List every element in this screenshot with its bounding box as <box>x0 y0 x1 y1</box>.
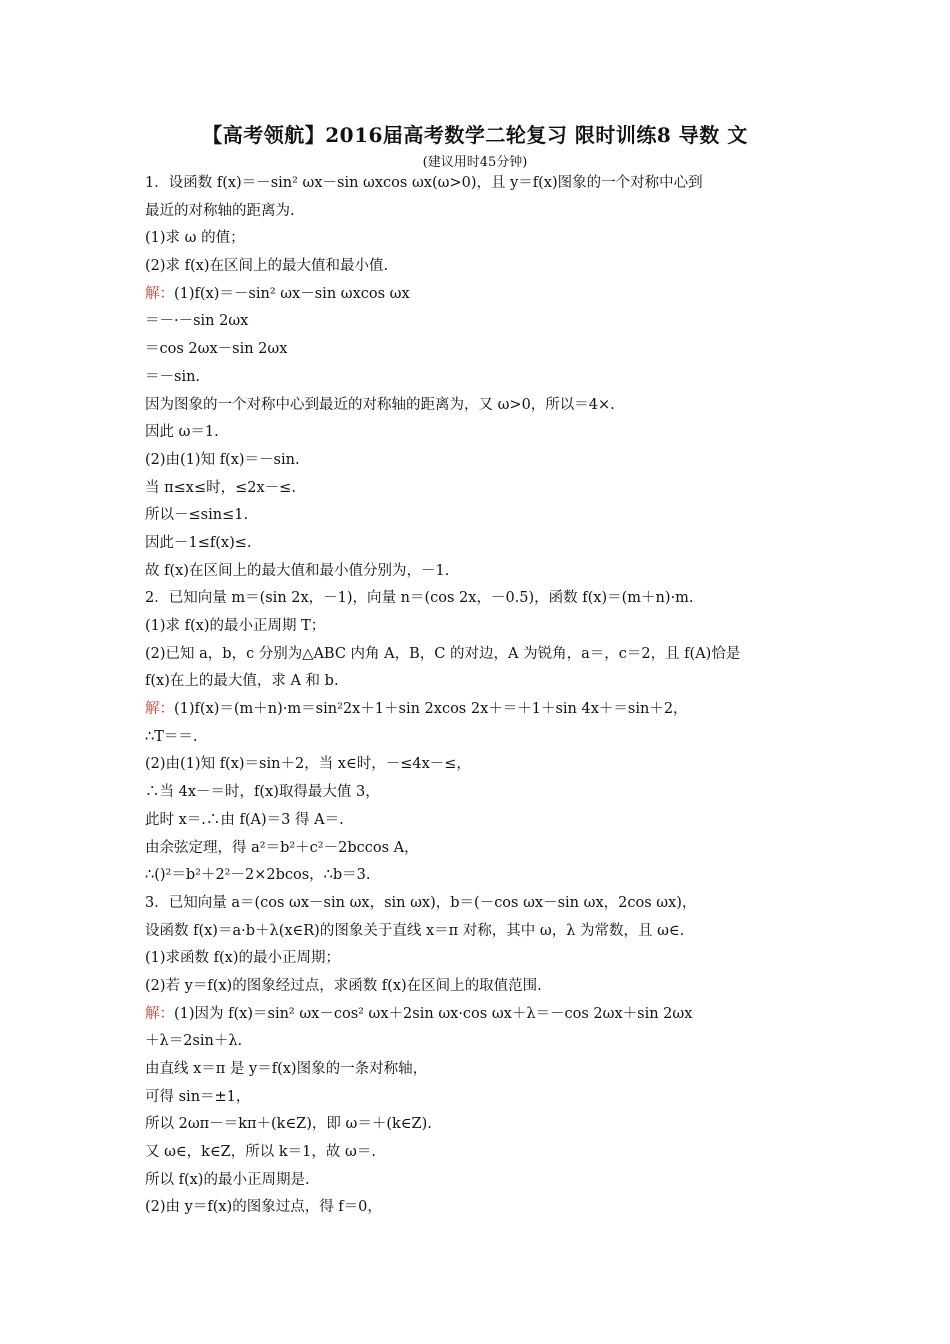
line-text: ＝－sin. <box>145 368 201 385</box>
text-line <box>145 973 825 1001</box>
line-text: 所以 2ωπ－＝kπ＋(k∈Z)，即 ω＝＋(k∈Z). <box>145 1116 432 1133</box>
line-text: 所以 f(x)的最小正周期是. <box>145 1171 310 1188</box>
text-line <box>145 779 825 807</box>
line-text: (1)求 ω 的值； <box>145 230 245 247</box>
text-line <box>145 807 825 835</box>
text-line <box>145 1056 825 1084</box>
document-title: 【高考领航】2016届高考数学二轮复习 限时训练8 导数 文 <box>202 123 748 147</box>
line-text: ＋λ＝2sin＋λ. <box>145 1033 243 1050</box>
text-line <box>145 364 825 392</box>
solution-line <box>145 281 825 309</box>
text-line <box>145 253 825 281</box>
text-line <box>145 198 825 226</box>
line-text: 所以－≤sin≤1. <box>145 507 249 524</box>
text-line <box>145 530 825 558</box>
line-text: (2)由(1)知 f(x)＝－sin. <box>145 451 300 468</box>
text-line <box>145 419 825 447</box>
text-line <box>145 308 825 336</box>
line-text: (1)f(x)＝－sin² ωx－sin ωxcos ωx <box>174 285 410 302</box>
line-text: (2)由(1)知 f(x)＝sin＋2，当 x∈时，－≤4x－≤， <box>145 756 471 773</box>
solution-line <box>145 696 825 724</box>
line-text: (1)f(x)＝(m＋n)·m＝sin²2x＋1＋sin 2xcos 2x＋＝＋1＋sin 4x＋＝sin＋2， <box>174 701 688 718</box>
line-text: (2)若 y＝f(x)的图象经过点，求函数 f(x)在区间上的取值范围. <box>145 977 542 994</box>
text-line <box>145 641 825 669</box>
line-text: 由直线 x＝π 是 y＝f(x)图象的一条对称轴， <box>145 1061 428 1077</box>
line-text: ∴当 4x－＝时，f(x)取得最大值 3， <box>145 784 380 801</box>
text-line <box>145 1139 825 1167</box>
line-text: (1)因为 f(x)＝sin² ωx－cos² ωx＋2sin ωx·cos ωx＋λ＝－cos 2ωx＋sin 2ωx <box>174 1005 693 1022</box>
text-line <box>145 475 825 503</box>
line-text: (2)已知 a，b，c 分别为△ABC 内角 A，B，C 的对边，A 为锐角，a＝，c＝2，且 f(A)恰是 <box>145 645 741 662</box>
line-text: 设函数 f(x)＝a·b＋λ(x∈R)的图象关于直线 x＝π 对称，其中 ω，λ 为常数，且 ω∈. <box>145 922 685 939</box>
text-line <box>145 1167 825 1195</box>
line-text: 3．已知向量 a＝(cos ωx－sin ωx，sin ωx)，b＝(－cos ωx－sin ωx，2cos ωx)， <box>145 894 697 911</box>
solution-label: 解： <box>145 701 174 718</box>
line-text: ＝－·－sin 2ωx <box>145 313 249 330</box>
line-text: 因此－1≤f(x)≤. <box>145 534 252 551</box>
text-line <box>145 558 825 586</box>
line-text: 此时 x＝.∴由 f(A)＝3 得 A＝. <box>145 811 344 828</box>
line-text: ∴()²＝b²＋2²－2×2bcos，∴b＝3. <box>145 867 371 884</box>
line-text: 1．设函数 f(x)＝－sin² ωx－sin ωxcos ωx(ω>0)，且 y＝f(x)图象的一个对称中心到 <box>145 175 703 191</box>
text-line <box>145 724 825 752</box>
line-text: 由余弦定理，得 a²＝b²＋c²－2bccos A， <box>145 839 419 856</box>
line-text: (2)求 f(x)在区间上的最大值和最小值. <box>145 258 389 275</box>
line-text: 可得 sin＝±1， <box>145 1088 251 1105</box>
document-body <box>145 170 825 1222</box>
text-line <box>145 1111 825 1139</box>
line-text: f(x)在上的最大值，求 A 和 b. <box>145 673 339 690</box>
text-line <box>145 392 825 420</box>
line-text: 最近的对称轴的距离为. <box>145 202 295 219</box>
text-line <box>145 918 825 946</box>
text-line <box>145 1194 825 1222</box>
text-line <box>145 585 825 613</box>
line-text: 故 f(x)在区间上的最大值和最小值分别为，－1. <box>145 562 450 579</box>
line-text: (1)求函数 f(x)的最小正周期； <box>145 950 341 967</box>
text-line <box>145 336 825 364</box>
solution-line <box>145 1001 825 1029</box>
solution-label: 解： <box>145 285 174 302</box>
line-text: 因为图象的一个对称中心到最近的对称轴的距离为，又 ω>0，所以＝4×. <box>145 396 615 413</box>
text-line <box>145 447 825 475</box>
text-line <box>145 502 825 530</box>
line-text: 当 π≤x≤时，≤2x－≤. <box>145 479 296 496</box>
text-line <box>145 862 825 890</box>
text-line <box>145 751 825 779</box>
line-text: 2．已知向量 m＝(sin 2x，－1)，向量 n＝(cos 2x，－0.5)，函数 f(x)＝(m＋n)·m. <box>145 590 694 607</box>
line-text: ＝cos 2ωx－sin 2ωx <box>145 341 288 358</box>
text-line <box>145 945 825 973</box>
text-line <box>145 225 825 253</box>
line-text: ∴T＝＝. <box>145 728 198 745</box>
text-line <box>145 890 825 918</box>
text-line <box>145 1028 825 1056</box>
line-text: (1)求 f(x)的最小正周期 T； <box>145 618 326 634</box>
text-line <box>145 668 825 696</box>
text-line <box>145 170 825 198</box>
line-text: 因此 ω＝1. <box>145 424 219 441</box>
text-line <box>145 613 825 641</box>
text-line <box>145 835 825 863</box>
text-line <box>145 1084 825 1112</box>
line-text: (2)由 y＝f(x)的图象过点，得 f＝0， <box>145 1199 382 1216</box>
line-text: 又 ω∈，k∈Z，所以 k＝1，故 ω＝. <box>145 1144 376 1161</box>
solution-label: 解： <box>145 1005 174 1022</box>
suggested-time: (建议用时45分钟) <box>422 155 528 170</box>
